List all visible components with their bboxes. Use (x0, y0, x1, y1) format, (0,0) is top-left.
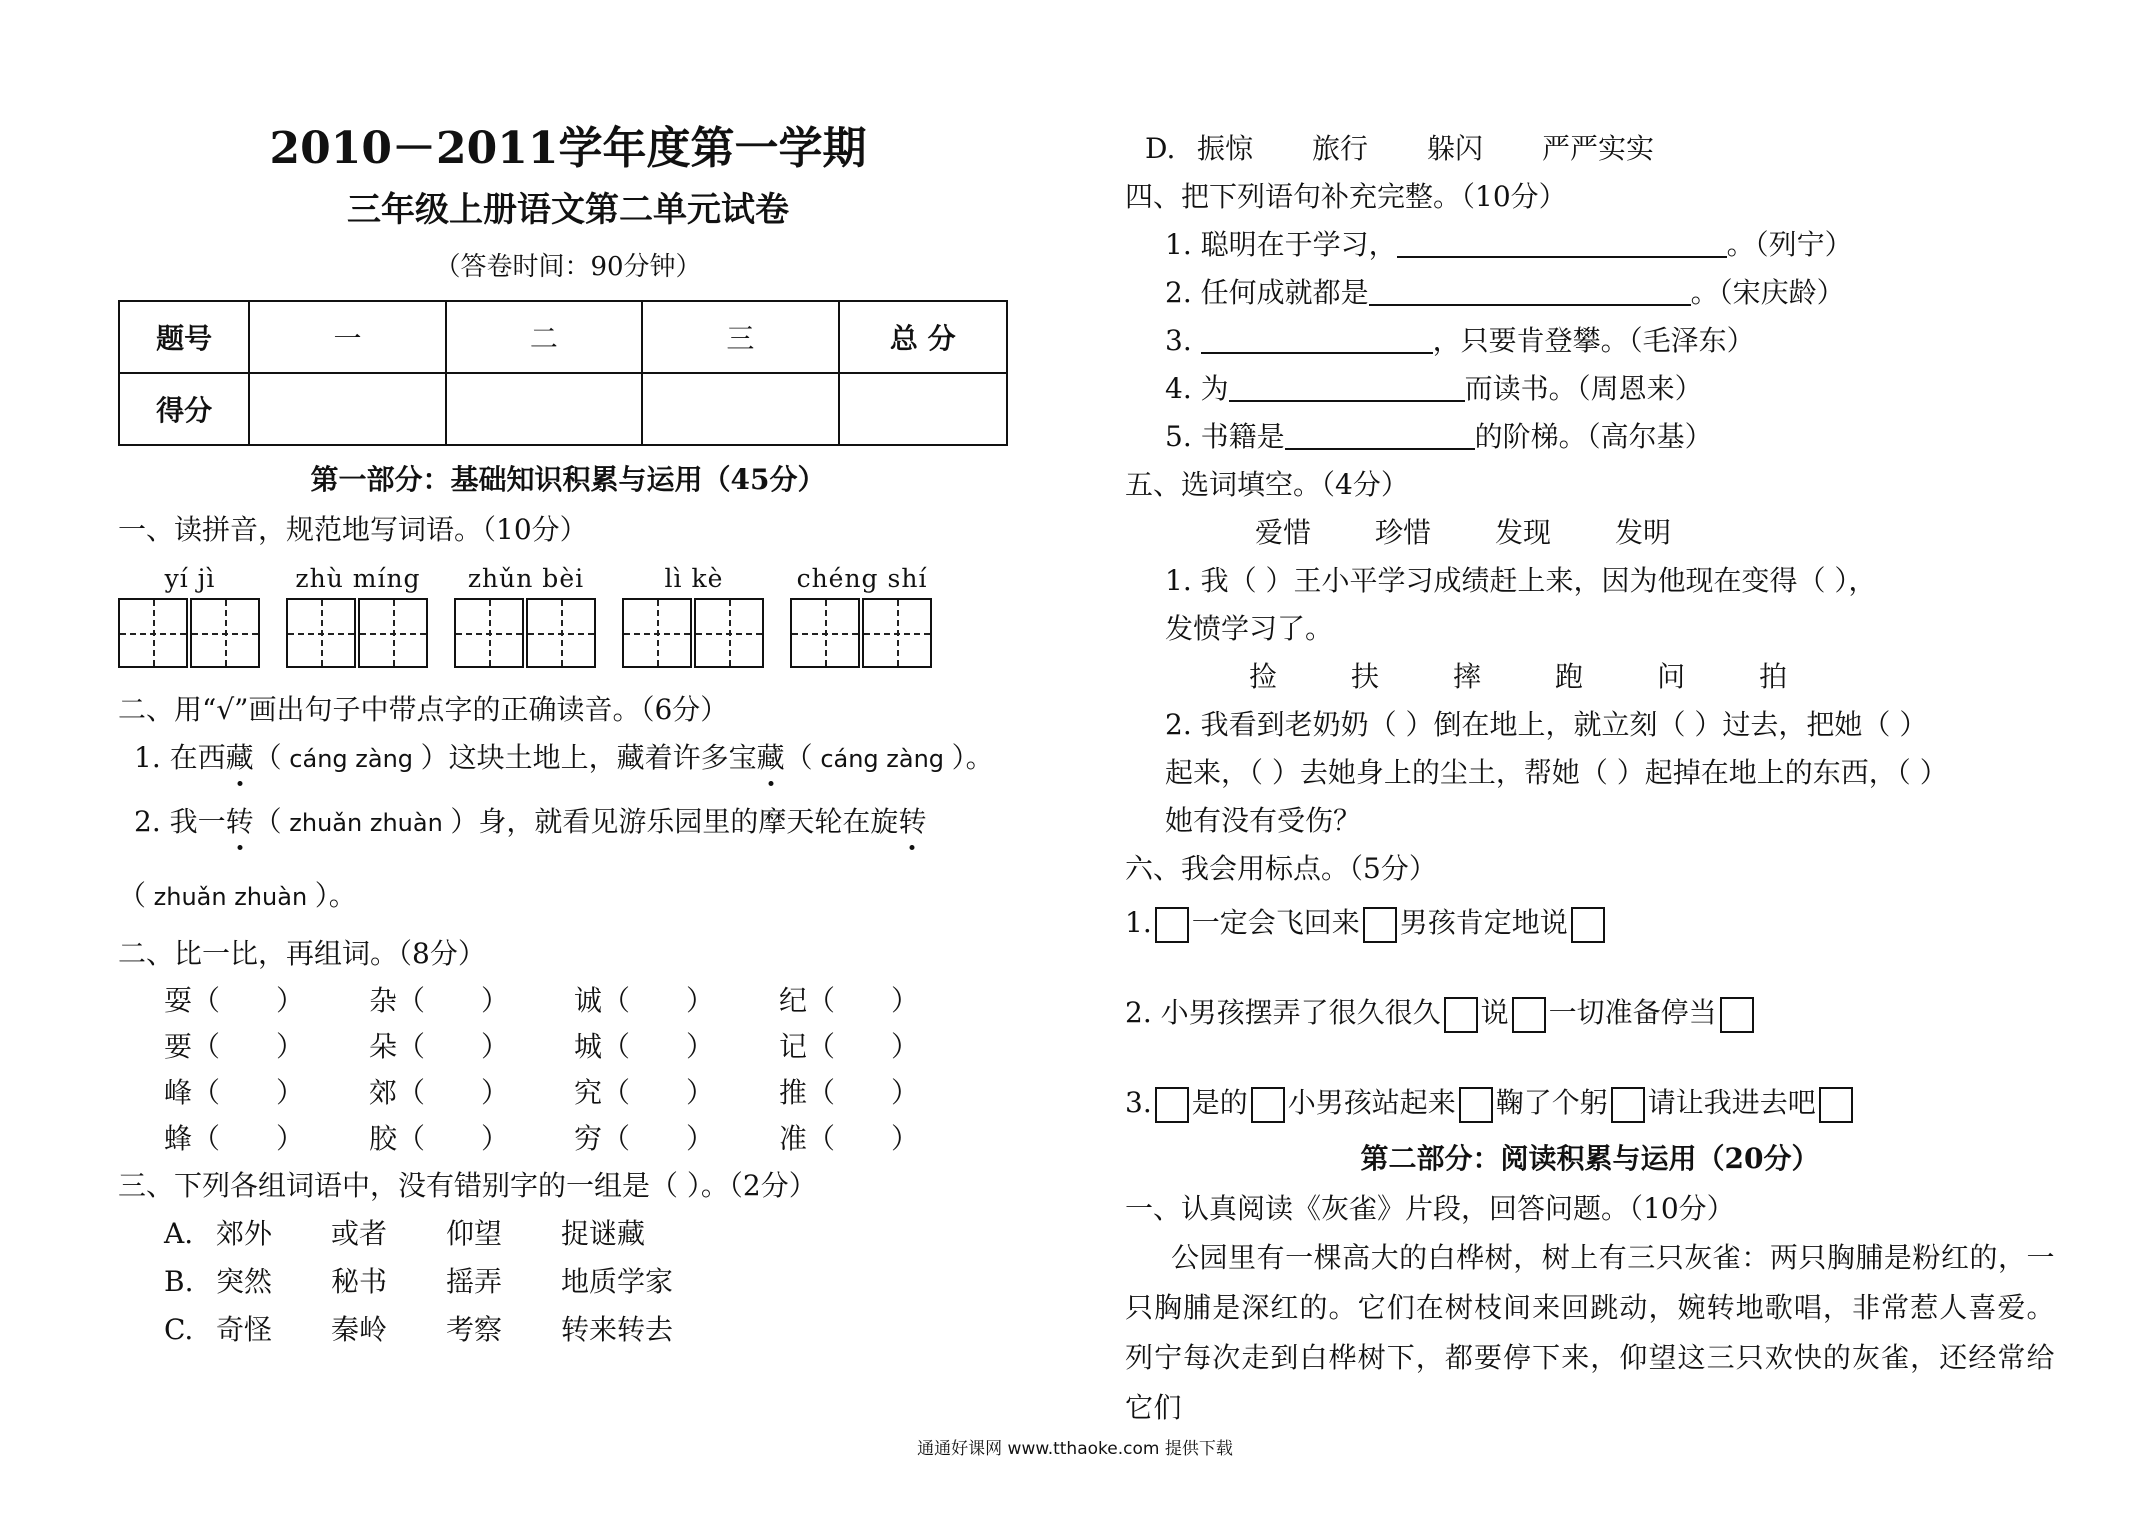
fill-blank[interactable] (1229, 370, 1465, 402)
q7-line-2 (1125, 983, 2055, 1043)
pinyin-item (790, 560, 934, 668)
compare-item[interactable]: 穷（ ） (574, 1122, 715, 1155)
text-fragment: 的阶梯。（高尔基） (1474, 420, 1713, 453)
writing-grid-cell[interactable] (358, 598, 428, 668)
word-bank-item: 摔 (1453, 660, 1482, 693)
score-cell-1[interactable] (249, 373, 445, 445)
writing-grid-cell[interactable] (190, 598, 260, 668)
punctuation-box[interactable] (1819, 1087, 1853, 1123)
compare-item[interactable]: 要（ ） (164, 1030, 305, 1063)
score-table (118, 300, 1008, 446)
text-fragment: 1. 聪明在于学习， (1165, 228, 1397, 261)
word-bank-item: 爱惜 (1255, 516, 1312, 549)
q2-sentence-1 (118, 734, 1018, 782)
text-fragment: 1. (1125, 906, 1152, 939)
compare-item[interactable]: 纪（ ） (779, 984, 920, 1017)
compare-item[interactable]: 准（ ） (779, 1122, 920, 1155)
text-fragment: 小男孩站起来 (1287, 1086, 1456, 1119)
q6-sentence-1[interactable]: 1. 我（ ）王小平学习成绩赶上来，因为他现在变得（ ）， (1165, 564, 1877, 597)
writing-grid-cell[interactable] (622, 598, 692, 668)
word-bank-item: 扶 (1351, 660, 1380, 693)
punctuation-box[interactable] (1155, 1087, 1189, 1123)
option-b[interactable] (118, 1258, 1018, 1306)
option-label: D. (1145, 132, 1176, 165)
q7-line-1 (1125, 893, 2055, 953)
option-word: 或者 (331, 1217, 388, 1250)
word-bank-item: 捡 (1249, 660, 1278, 693)
dotted-char: 转 (898, 798, 926, 846)
writing-grid-pair (622, 598, 766, 668)
option-word: 秦岭 (331, 1313, 388, 1346)
option-word: 摇弄 (446, 1265, 503, 1298)
text-fragment: 一定会飞回来 (1191, 906, 1360, 939)
writing-grid-pair (286, 598, 430, 668)
q6-sentence-1-cont: 发愤学习了。 (1165, 612, 1334, 645)
text-fragment: 2. 我一 (134, 805, 226, 838)
word-bank-item: 拍 (1759, 660, 1788, 693)
pinyin-text: chéng shí (796, 564, 928, 593)
q6-sentence-2-end: 她有没有受伤？ (1165, 804, 1362, 837)
text-fragment: 3. (1165, 324, 1201, 357)
dotted-char: 藏 (757, 734, 785, 782)
score-header-1: 一 (249, 301, 445, 373)
pinyin-choice[interactable]: cáng zàng (812, 745, 952, 773)
punctuation-box[interactable] (1512, 997, 1546, 1033)
q5-title: 四、把下列语句补充完整。（10分） (1125, 180, 1567, 213)
q5-item-1 (1125, 221, 2055, 269)
score-header-label: 题号 (119, 301, 249, 373)
word-bank-item: 发现 (1495, 516, 1552, 549)
left-column (118, 120, 1018, 1354)
fill-blank[interactable] (1397, 226, 1727, 258)
text-fragment: （ (253, 741, 282, 774)
text-fragment: 而读书。（周恩来） (1464, 372, 1703, 405)
score-header-total: 总 分 (839, 301, 1007, 373)
score-cell-total[interactable] (839, 373, 1007, 445)
part1-title: 第一部分：基础知识积累与运用（45分） (310, 463, 826, 496)
text-fragment: 请让我进去吧 (1647, 1086, 1816, 1119)
option-c[interactable] (118, 1306, 1018, 1354)
dotted-char: 转 (226, 798, 254, 846)
q4-title: 三、下列各组词语中，没有错别字的一组是（ ）。（2分） (118, 1169, 817, 1202)
option-label: C. (164, 1313, 194, 1346)
writing-grid-pair (454, 598, 598, 668)
text-fragment: 5. 书籍是 (1165, 420, 1285, 453)
right-column (1125, 125, 2055, 1433)
option-word: 奇怪 (216, 1313, 273, 1346)
compare-item[interactable]: 推（ ） (779, 1076, 920, 1109)
text-fragment: 一切准备停当 (1548, 996, 1717, 1029)
option-label: A. (164, 1217, 194, 1250)
option-word: 旅行 (1312, 132, 1369, 165)
writing-grid-cell[interactable] (790, 598, 860, 668)
reading-passage: 公园里有一棵高大的白桦树，树上有三只灰雀：两只胸脯是粉红的，一只胸脯是深红的。它们在树枝间来回跳动，婉转地歌唱，非常惹人喜爱。列宁每次走到白桦树下，都要停下来，仰望这三只欢快的灰雀，还经常给它们 (1125, 1241, 2055, 1424)
text-fragment: 4. 为 (1165, 372, 1229, 405)
text-fragment: 说 (1480, 996, 1509, 1029)
punctuation-box[interactable] (1720, 997, 1754, 1033)
pinyin-item (286, 560, 430, 668)
text-fragment: 。（宋庆龄） (1690, 276, 1845, 309)
q6-sentence-2-cont[interactable]: 起来，（ ）去她身上的尘土，帮她（ ）起掉在地上的东西，（ ） (1165, 756, 1948, 789)
word-bank-item: 跑 (1555, 660, 1584, 693)
pinyin-text: zhǔn bèi (467, 564, 585, 593)
time-note: （答卷时间：90分钟） (434, 252, 702, 282)
exam-title: 2010－2011学年度第一学期 (269, 123, 867, 174)
score-cell-3[interactable] (642, 373, 838, 445)
pinyin-text: lì kè (664, 564, 724, 593)
writing-grid-cell[interactable] (526, 598, 596, 668)
compare-item[interactable]: 郊（ ） (369, 1076, 510, 1109)
compare-item[interactable]: 记（ ） (779, 1030, 920, 1063)
text-fragment: 是的 (1191, 1086, 1248, 1119)
part2-q1-title: 一、认真阅读《灰雀》片段，回答问题。（10分） (1125, 1192, 1735, 1225)
score-header-2: 二 (446, 301, 642, 373)
q6-title: 五、选词填空。（4分） (1125, 468, 1409, 501)
text-fragment: 2. 任何成就都是 (1165, 276, 1369, 309)
punctuation-box[interactable] (1571, 907, 1605, 943)
dotted-char: 藏 (226, 734, 254, 782)
score-table-header-row (119, 301, 1007, 373)
pinyin-item (118, 560, 262, 668)
compare-chars-grid (118, 978, 1018, 1162)
compare-item[interactable]: 蜂（ ） (164, 1122, 305, 1155)
score-cell-2[interactable] (446, 373, 642, 445)
fill-blank[interactable] (1369, 274, 1691, 306)
text-fragment: ）。 (951, 741, 994, 774)
pinyin-item (622, 560, 766, 668)
pinyin-grid-row (118, 560, 1018, 668)
q7-title: 六、我会用标点。（5分） (1125, 852, 1437, 885)
q1-title: 一、读拼音，规范地写词语。（10分） (118, 513, 588, 546)
exam-subtitle: 三年级上册语文第二单元试卷 (347, 190, 789, 230)
option-a[interactable] (118, 1210, 1018, 1258)
footer-credit: 通通好课网 www.tthaoke.com 提供下载 (917, 1439, 1233, 1459)
q2-title: 二、用“√”画出句子中带点字的正确读音。（6分） (118, 693, 729, 726)
text-fragment: ）。 (314, 879, 357, 912)
writing-grid-cell[interactable] (694, 598, 764, 668)
writing-grid-cell[interactable] (286, 598, 356, 668)
writing-grid-cell[interactable] (454, 598, 524, 668)
text-fragment: 3. (1125, 1086, 1152, 1119)
text-fragment: 2. 小男孩摆弄了很久很久 (1125, 996, 1441, 1029)
pinyin-choice[interactable]: zhuǎn zhuàn (281, 809, 451, 837)
q6-sentence-2[interactable]: 2. 我看到老奶奶（ ）倒在地上，就立刻（ ）过去，把她（ ） (1165, 708, 1928, 741)
text-fragment: 鞠了个躬 (1495, 1086, 1608, 1119)
pinyin-choice[interactable]: zhuǎn zhuàn (146, 883, 315, 911)
word-bank-item: 珍惜 (1375, 516, 1432, 549)
q2-sentence-2 (118, 798, 1018, 846)
text-fragment: ，只要肯登攀。（毛泽东） (1432, 324, 1755, 357)
q5-item-5 (1125, 413, 2055, 461)
text-fragment: （ (253, 805, 282, 838)
text-fragment: ）身，就看见游乐园里的摩天轮在旋 (450, 805, 899, 838)
pinyin-text: zhù míng (295, 564, 421, 593)
q5-item-2 (1125, 269, 2055, 317)
option-word: 仰望 (446, 1217, 503, 1250)
option-word: 突然 (216, 1265, 273, 1298)
writing-grid-pair (118, 598, 262, 668)
score-header-3: 三 (642, 301, 838, 373)
word-bank-item: 问 (1657, 660, 1686, 693)
compare-item[interactable]: 耍（ ） (164, 984, 305, 1017)
pinyin-choice[interactable]: cáng zàng (281, 745, 421, 773)
pinyin-item (454, 560, 598, 668)
text-fragment: ）这块土地上，藏着许多宝 (420, 741, 757, 774)
q2-sentence-2-cont (118, 872, 1018, 920)
text-fragment: （ (118, 879, 147, 912)
fill-blank[interactable] (1285, 418, 1475, 450)
writing-grid-cell[interactable] (862, 598, 932, 668)
compare-item[interactable]: 诚（ ） (574, 984, 715, 1017)
option-word: 捉谜藏 (561, 1217, 646, 1250)
score-table-score-row (119, 373, 1007, 445)
punctuation-box[interactable] (1251, 1087, 1285, 1123)
text-fragment: 1. 在西 (134, 741, 226, 774)
q3-title: 二、比一比，再组词。（8分） (118, 937, 486, 970)
compare-item[interactable]: 峰（ ） (164, 1076, 305, 1109)
option-word: 转来转去 (561, 1313, 674, 1346)
punctuation-box[interactable] (1363, 907, 1397, 943)
option-word: 考察 (446, 1313, 503, 1346)
punctuation-box[interactable] (1459, 1087, 1493, 1123)
score-row-label: 得分 (119, 373, 249, 445)
q5-item-4 (1125, 365, 2055, 413)
compare-item[interactable]: 胶（ ） (369, 1122, 510, 1155)
compare-item[interactable]: 杂（ ） (369, 984, 510, 1017)
option-word: 郊外 (216, 1217, 273, 1250)
punctuation-box[interactable] (1611, 1087, 1645, 1123)
q7-line-3 (1125, 1073, 2055, 1133)
punctuation-box[interactable] (1444, 997, 1478, 1033)
part2-title: 第二部分：阅读积累与运用（20分） (1360, 1142, 1820, 1175)
compare-item[interactable]: 究（ ） (574, 1076, 715, 1109)
option-word: 地质学家 (561, 1265, 674, 1298)
q5-item-3 (1125, 317, 2055, 365)
option-word: 秘书 (331, 1265, 388, 1298)
option-label: B. (164, 1265, 194, 1298)
word-bank-2 (1125, 653, 2055, 701)
option-d[interactable] (1125, 125, 2055, 173)
text-fragment: （ (784, 741, 813, 774)
text-fragment: 男孩肯定地说 (1399, 906, 1568, 939)
word-bank-1 (1125, 509, 2055, 557)
text-fragment: 。（列宁） (1726, 228, 1853, 261)
option-word: 振惊 (1197, 132, 1254, 165)
writing-grid-pair (790, 598, 934, 668)
pinyin-text: yí jì (164, 564, 216, 593)
option-word: 躲闪 (1427, 132, 1484, 165)
compare-item[interactable]: 朵（ ） (369, 1030, 510, 1063)
punctuation-box[interactable] (1155, 907, 1189, 943)
fill-blank[interactable] (1201, 322, 1433, 354)
word-bank-item: 发明 (1615, 516, 1672, 549)
compare-item[interactable]: 城（ ） (574, 1030, 715, 1063)
writing-grid-cell[interactable] (118, 598, 188, 668)
option-word: 严严实实 (1542, 132, 1655, 165)
